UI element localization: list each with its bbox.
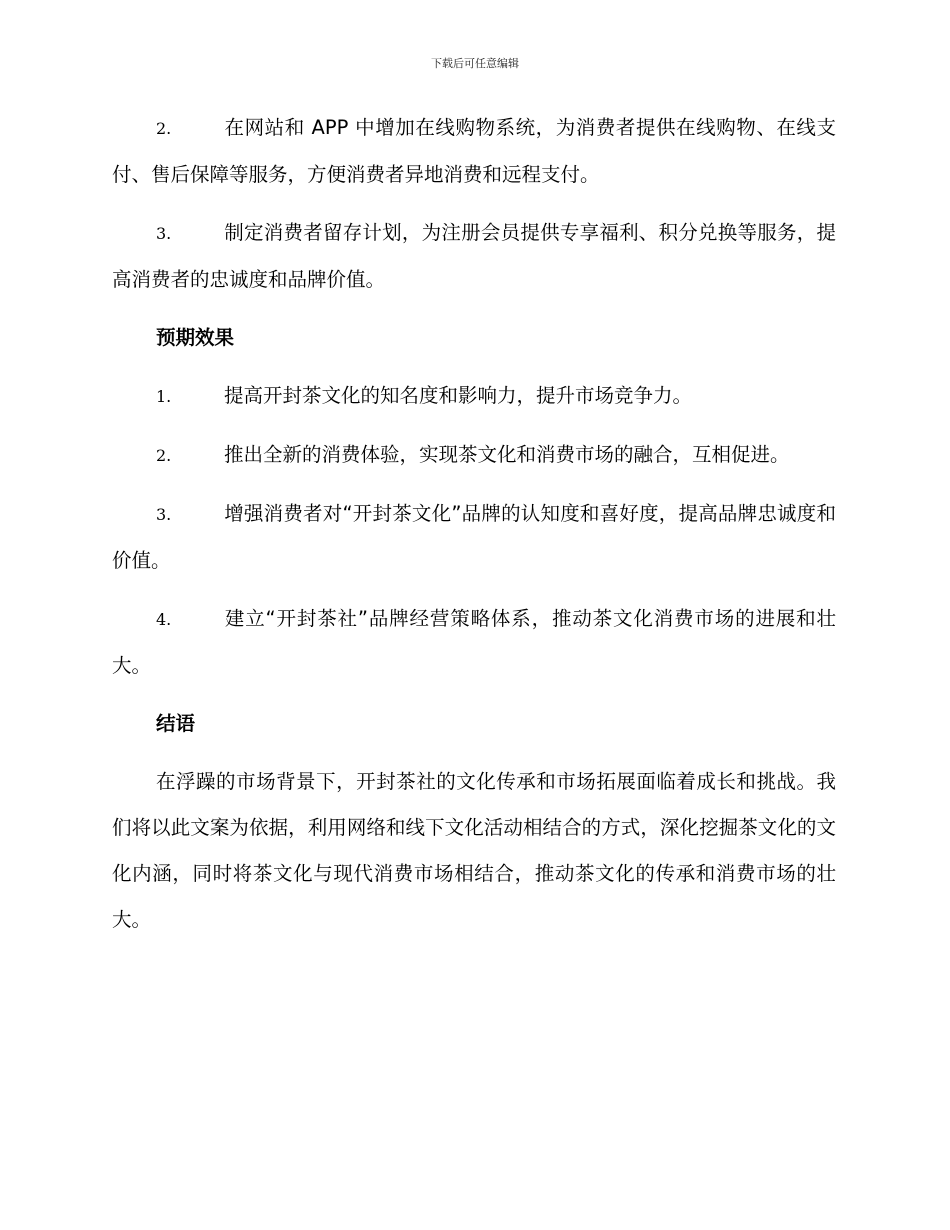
list-text: 建立“开封茶社”品牌经营策略体系，推动茶文化消费市场的进展和壮大。	[112, 607, 836, 677]
list-item	[112, 210, 836, 303]
list-number: 2.	[156, 446, 172, 465]
list-text: 提高开封茶文化的知名度和影响力，提升市场竞争力。	[224, 384, 693, 407]
list-text: 在网站和 APP 中增加在线购物系统，为消费者提供在线购物、在线支付、售后保障等服务，方便消费者异地消费和远程支付。	[112, 116, 836, 186]
list-item	[112, 373, 836, 420]
list-number: 3.	[156, 224, 172, 243]
section-heading-effects: 预期效果	[156, 326, 235, 349]
list-text: 增强消费者对“开封茶文化”品牌的认知度和喜好度，提高品牌忠诚度和价值。	[112, 502, 836, 572]
document-body	[112, 105, 836, 943]
list-item	[112, 105, 836, 198]
list-number: 4.	[156, 610, 172, 629]
conclusion-paragraph: 在浮躁的市场背景下，开封茶社的文化传承和市场拓展面临着成长和挑战。我们将以此文案为依据，利用网络和线下文化活动相结合的方式，深化挖掘茶文化的文化内涵，同时将茶文化与现代消费市场相结合，推动茶文化的传承和消费市场的壮大。	[112, 770, 836, 931]
list-text: 推出全新的消费体验，实现茶文化和消费市场的融合，互相促进。	[224, 443, 790, 466]
list-number: 3.	[156, 505, 172, 524]
list-item	[112, 491, 836, 584]
list-item	[112, 432, 836, 479]
page-header-note: 下载后可任意编辑	[431, 57, 519, 70]
list-number: 1.	[156, 387, 172, 406]
list-number: 2.	[156, 119, 172, 138]
section-heading-conclusion: 结语	[156, 712, 196, 735]
list-item	[112, 596, 836, 689]
list-text: 制定消费者留存计划，为注册会员提供专享福利、积分兑换等服务，提高消费者的忠诚度和品牌价值。	[112, 221, 836, 291]
